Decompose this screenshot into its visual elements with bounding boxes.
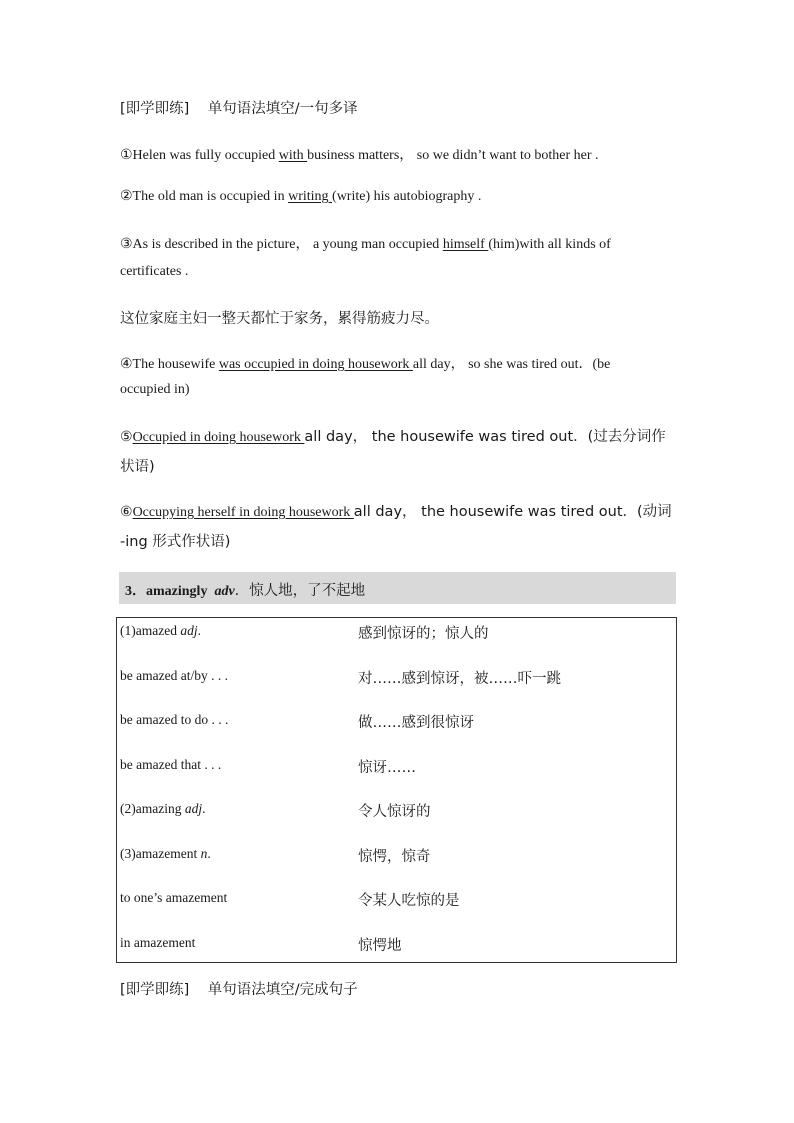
vocab-row [117,623,676,643]
section-heading [119,572,676,604]
vocab-en: be amazed that . . . [120,757,222,772]
vocab-row [117,935,676,955]
practice-bracket: [即学即练] [120,101,190,117]
item-text: (him)with all kinds of [488,237,611,252]
item-text: all day， so she was tired out．(be [412,357,611,372]
vocab-en: be amazed to do . . . [120,712,229,727]
vocab-zh: 做……感到很惊讶 [358,715,474,731]
answer-blank: Occupying herself in doing housework [132,505,354,520]
vocab-table [116,617,677,963]
section-meaning: ．惊人地，了不起地 [234,583,366,599]
vocab-row [117,757,676,777]
answer-blank: himself [442,237,489,252]
vocab-zh: 惊愕地 [358,938,402,954]
answer-blank: writing [288,189,333,204]
exercise-item-4 [120,353,674,373]
item-text: ①Helen was fully occupied [120,148,279,163]
section-word: amazingly [146,584,208,599]
vocab-row [117,846,676,866]
item-text: ②The old man is occupied in [120,189,289,204]
exercise-item-3 [120,233,674,253]
vocab-zh: 惊讶…… [358,760,416,776]
practice-bracket: [即学即练] [120,982,190,998]
item-text: ④The housewife [120,357,219,372]
item-text: ⑤ [120,430,133,445]
exercise-item-6 [120,500,674,521]
item-text: all day， the housewife was tired out．(动词 [353,504,672,520]
answer-blank: with [278,148,308,163]
vocab-row [117,668,676,688]
exercise-item-3-cont: certificates . [120,264,189,279]
item-text: business matters， so we didn’t want to bother her . [307,148,599,163]
item-text: ⑥ [120,505,133,520]
exercise-item-5 [120,425,674,446]
exercise-item-4-cont: occupied in) [120,382,190,397]
practice-heading [120,97,674,118]
vocab-row [117,801,676,821]
exercise-item-6-cont: -ing 形式作状语) [120,534,231,550]
vocab-zh: 感到惊讶的；惊人的 [358,626,489,642]
practice-title: 单句语法填空/完成句子 [207,982,358,998]
vocab-zh: 惊愕，惊奇 [358,849,431,865]
vocab-en: (2)amazing adj. [120,801,206,816]
vocab-row [117,712,676,732]
vocab-en: to one’s amazement [120,890,228,905]
answer-blank: Occupied in doing housework [132,430,305,445]
vocab-en: be amazed at/by . . . [120,668,228,683]
exercise-item-1 [120,144,674,164]
vocab-zh: 对……感到惊讶，被……吓一跳 [358,671,561,687]
item-text: all day， the housewife was tired out．(过去分词作 [304,429,666,445]
item-text: (write) his autobiography . [332,189,482,204]
vocab-zh: 令某人吃惊的是 [358,893,460,909]
exercise-item-2 [120,188,674,205]
practice-title: 单句语法填空/一句多译 [207,101,358,117]
practice-heading-2 [120,978,674,999]
section-pos: adv [214,584,235,599]
item-text: ③As is described in the picture， a young man occupied [120,237,443,252]
vocab-row [117,890,676,910]
exercise-item-5-cont: 状语) [120,459,155,475]
answer-blank: was occupied in doing housework [218,357,413,372]
vocab-en: (1)amazed adj. [120,623,201,638]
vocab-en: in amazement [120,935,196,950]
vocab-zh: 令人惊讶的 [358,804,431,820]
section-number: 3． [125,584,146,599]
vocab-en: (3)amazement n. [120,846,211,861]
translation-prompt: 这位家庭主妇一整天都忙于家务，累得筋疲力尽。 [120,311,439,327]
